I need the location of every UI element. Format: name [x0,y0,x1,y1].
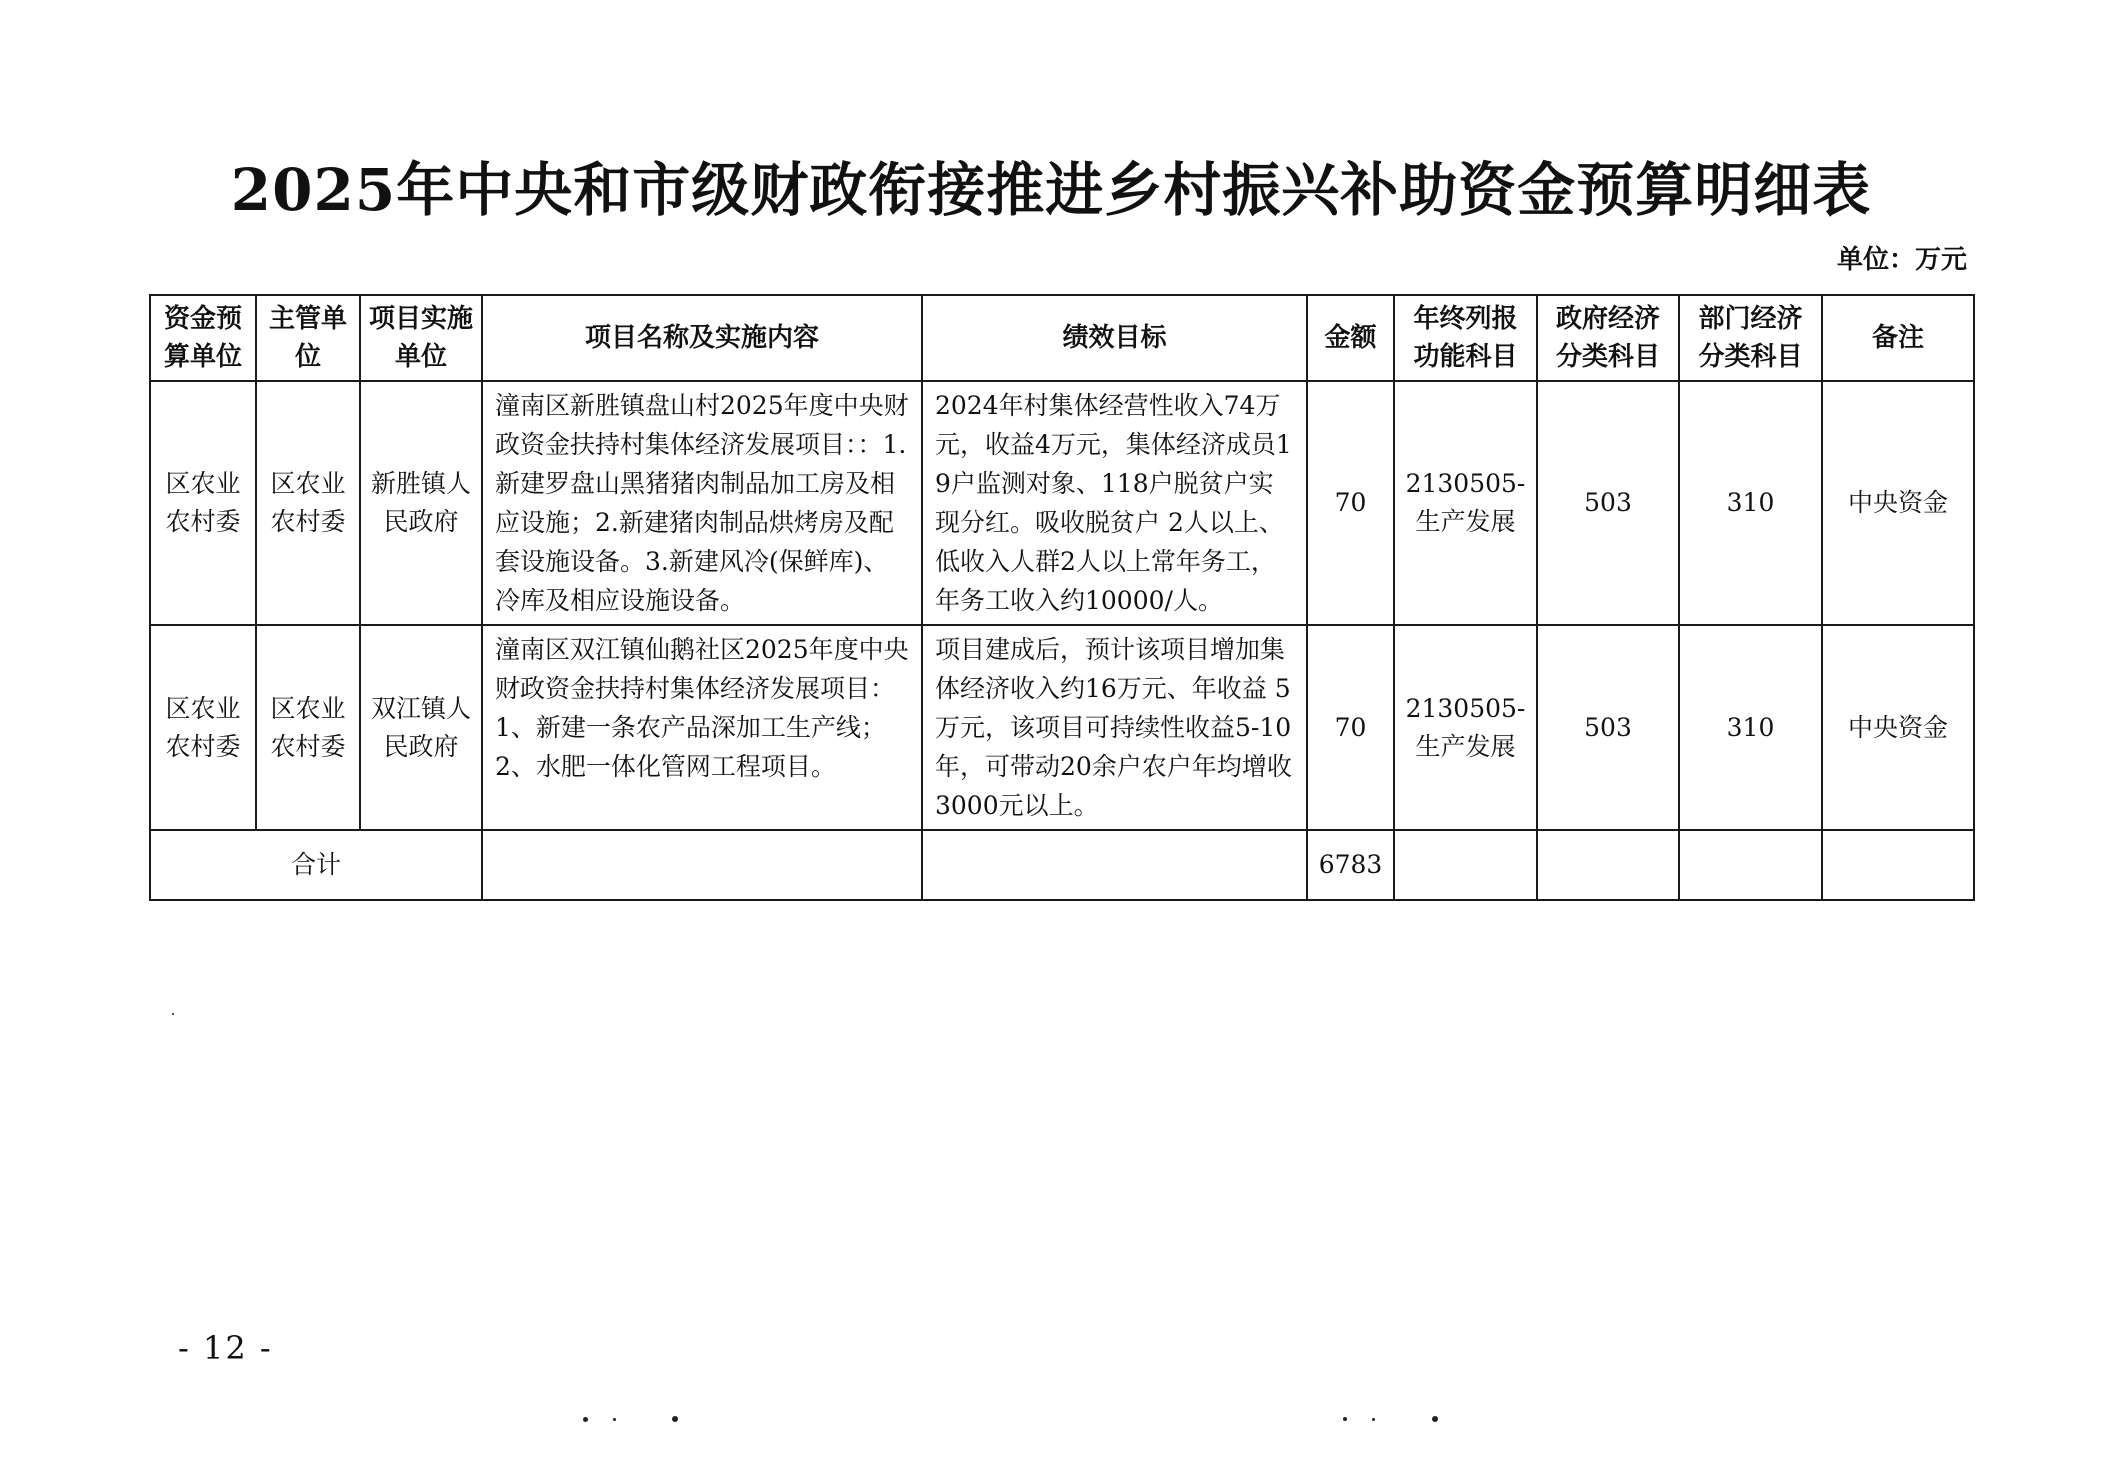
cell-function-subject: 2130505-生产发展 [1394,625,1537,830]
cell-performance: 2024年村集体经营性收入74万元，收益4万元，集体经济成员19户监测对象、118户脱贫户实现分红。吸收脱贫户 2人以上、低收入人群2人以上常年务工，年务工收入约10000/人。 [922,381,1307,625]
header-function-subject: 年终列报功能科目 [1394,295,1537,381]
cell-performance: 项目建成后，预计该项目增加集体经济收入约16万元、年收益 5 万元，该项目可持续性收益5-10年，可带动20余户农户年均增收3000元以上。 [922,625,1307,830]
cell-gov-econ: 503 [1537,381,1679,625]
cell-project: 潼南区双江镇仙鹅社区2025年度中央财政资金扶持村集体经济发展项目：1、新建一条农产品深加工生产线；2、水肥一体化管网工程项目。 [482,625,922,830]
cell-note: 中央资金 [1822,625,1974,830]
page-number: - 12 - [178,1329,273,1367]
total-empty-function [1394,830,1537,900]
cell-dept-econ: 310 [1679,625,1822,830]
page-title: 2025年中央和市级财政衔接推进乡村振兴补助资金预算明细表 [230,156,1872,224]
cell-authority: 区农业农村委 [256,381,360,625]
cell-implementer: 新胜镇人民政府 [360,381,482,625]
cell-project: 潼南区新胜镇盘山村2025年度中央财政资金扶持村集体经济发展项目：：1.新建罗盘山黑猪猪肉制品加工房及相应设施；2.新建猪肉制品烘烤房及配套设施设备。3.新建风冷(保鲜库)、冷库及相应设施设备。 [482,381,922,625]
budget-table [149,294,1975,901]
header-gov-econ: 政府经济分类科目 [1537,295,1679,381]
scan-speck [1372,1418,1375,1421]
cell-amount: 70 [1307,381,1394,625]
cell-authority: 区农业农村委 [256,625,360,830]
scan-speck [613,1418,616,1421]
cell-budget-unit: 区农业农村委 [150,625,256,830]
header-authority: 主管单位 [256,295,360,381]
header-dept-econ: 部门经济分类科目 [1679,295,1822,381]
cell-gov-econ: 503 [1537,625,1679,830]
unit-label: 单位：万元 [1836,245,1967,275]
total-empty-project [482,830,922,900]
header-performance: 绩效目标 [922,295,1307,381]
total-empty-dept-econ [1679,830,1822,900]
cell-implementer: 双江镇人民政府 [360,625,482,830]
total-amount: 6783 [1307,830,1394,900]
cell-budget-unit: 区农业农村委 [150,381,256,625]
table-row [150,625,1974,830]
total-empty-performance [922,830,1307,900]
total-label: 合计 [150,830,482,900]
scan-speck [672,1416,678,1422]
table-header-row [150,295,1974,381]
total-row [150,830,1974,900]
table-row [150,381,1974,625]
scan-speck [583,1417,588,1422]
header-amount: 金额 [1307,295,1394,381]
header-implementer: 项目实施单位 [360,295,482,381]
header-budget-unit: 资金预算单位 [150,295,256,381]
scan-speck [1432,1416,1438,1422]
total-empty-gov-econ [1537,830,1679,900]
header-project: 项目名称及实施内容 [482,295,922,381]
cell-note: 中央资金 [1822,381,1974,625]
total-empty-note [1822,830,1974,900]
cell-amount: 70 [1307,625,1394,830]
scan-speck [1343,1417,1347,1421]
header-note: 备注 [1822,295,1974,381]
cell-function-subject: 2130505-生产发展 [1394,381,1537,625]
scan-speck [172,1013,174,1015]
cell-dept-econ: 310 [1679,381,1822,625]
